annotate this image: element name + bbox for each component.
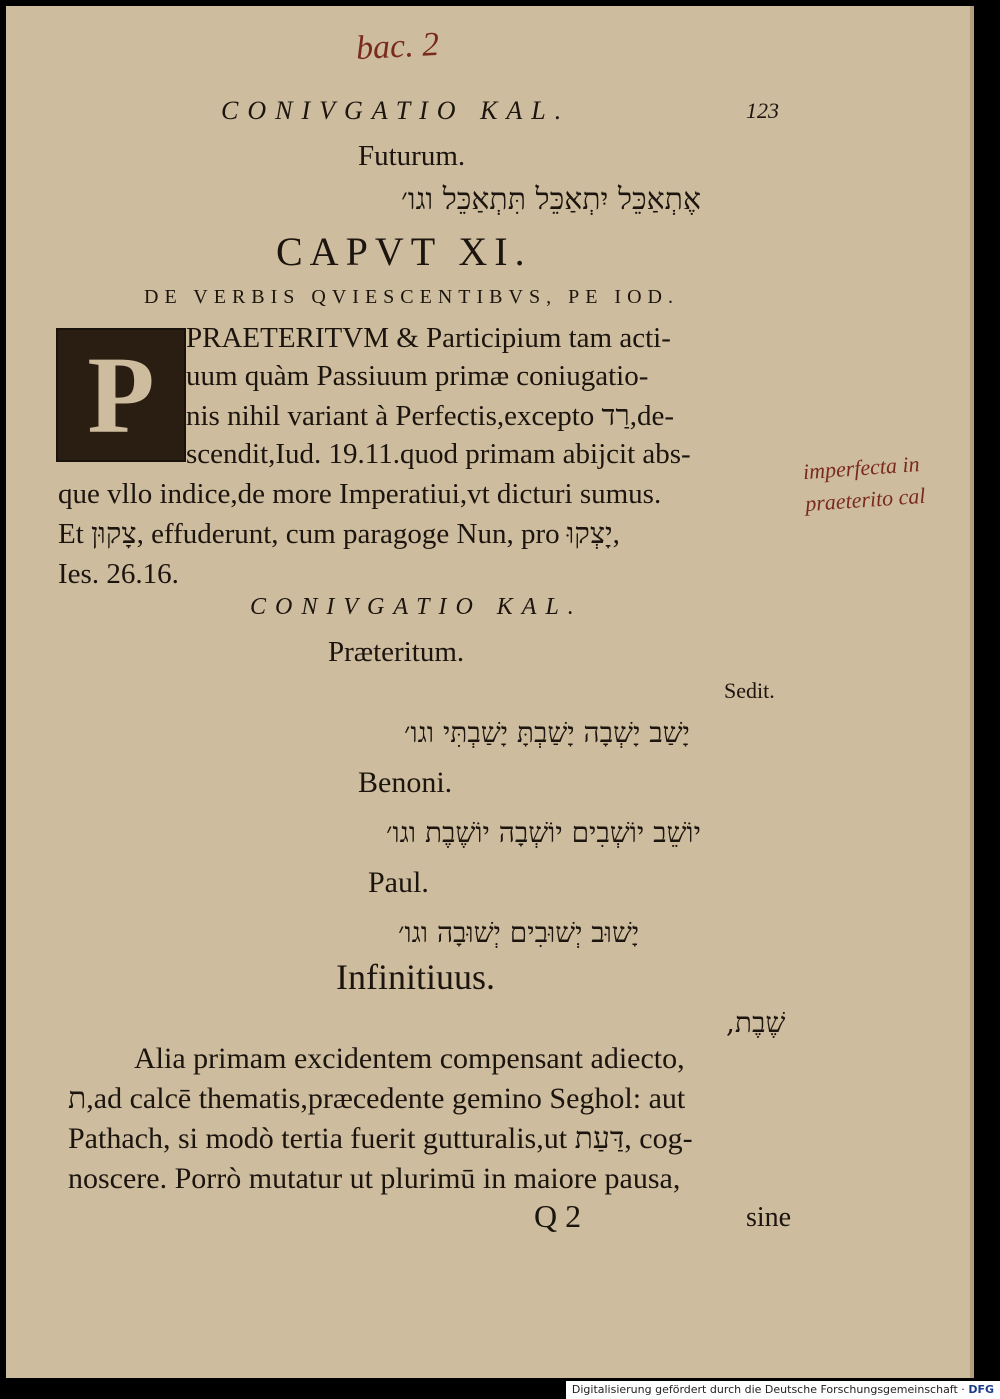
book-page [6,6,974,1378]
decorated-initial [56,328,186,462]
paragraph1-line: PRAETERITVM & Participium tam acti- [186,322,671,354]
margin-note-line: imperfecta in [802,451,921,485]
paragraph2-line: noscere. Porrò mutatur ut plurimū in maiore pausa, [68,1162,681,1195]
paragraph2-line: Alia primam excidentem compensant adiecto, [134,1042,685,1075]
hebrew-paradigm-line: יָשׁוּב יְשׁוּבִים יְשׁוּבָה וגו׳ [398,916,640,949]
paragraph1-line: que vllo indice,de more Imperatiui,vt dicturi sumus. [58,478,662,510]
running-head: CONIVGATIO KAL. [221,96,571,125]
futurum-hebrew: אֶתְאַכֵּל יִתְאַכֵּל תִּתְאַכֵּל וגו׳ [401,182,701,217]
handwritten-shelfmark: bac. 2 [355,25,440,68]
footer-text: Digitalisierung gefördert durch die Deutsche Forschungsgemeinschaft [571,1383,958,1396]
hebrew-paradigm-line: יָשַׁב יָשְׁבָה יָשַׁבְתָּ יָשַׁבְתִּי וגו׳ [404,716,690,749]
futurum-heading: Futurum. [358,140,466,172]
conjugation-heading: CONIVGATIO KAL. [250,594,583,620]
paragraph2-line: ת,ad calcē thematis,præcedente gemino Seghol: aut [68,1082,686,1115]
paragraph1-line: Et צָקוּן, effuderunt, cum paragoge Nun, pro יָצְקוּ, [58,518,620,550]
paragraph1-line: scendit,Iud. 19.11.quod primam abijcit abs- [186,438,691,470]
footer-credit: Digitalisierung gefördert durch die Deutsche Forschungsgemeinschaft · DFG [566,1381,1000,1399]
chapter-subheading: DE VERBIS QVIESCENTIBVS, PE IOD. [144,286,679,308]
praeteritum-heading: Præteritum. [328,636,465,668]
handwritten-margin-note [802,448,927,520]
hebrew-paradigm-line: יוֹשֵׁב יוֹשְׁבִים יוֹשְׁבָה יוֹשֶׁבֶת וגו׳ [386,816,701,849]
paragraph2-line: Pathach, si modò tertia fuerit gutturalis,ut דַּעַת, cog- [68,1122,693,1155]
chapter-title: CAPVT XI. [276,229,532,274]
paragraph1-line: nis nihil variant à Perfectis,excepto רַד,de- [186,400,675,432]
paragraph1-line: uum quàm Passiuum primæ coniugatio- [186,360,649,392]
paragraph1-line: Ies. 26.16. [58,558,179,590]
initial-letter: P [87,333,155,456]
hebrew-paradigm-line: שֶׁבֶת, [726,1006,786,1039]
dfg-logo: DFG [968,1383,994,1396]
margin-note-line: praeterito cal [804,482,927,517]
page-number: 123 [746,98,779,123]
catchword: sine [746,1202,792,1233]
paul-heading: Paul. [368,866,429,899]
benoni-heading: Benoni. [358,766,453,799]
infinitiuus-heading: Infinitiuus. [336,957,495,997]
sedit-gloss: Sedit. [724,678,775,703]
signature-mark: Q 2 [534,1198,582,1234]
